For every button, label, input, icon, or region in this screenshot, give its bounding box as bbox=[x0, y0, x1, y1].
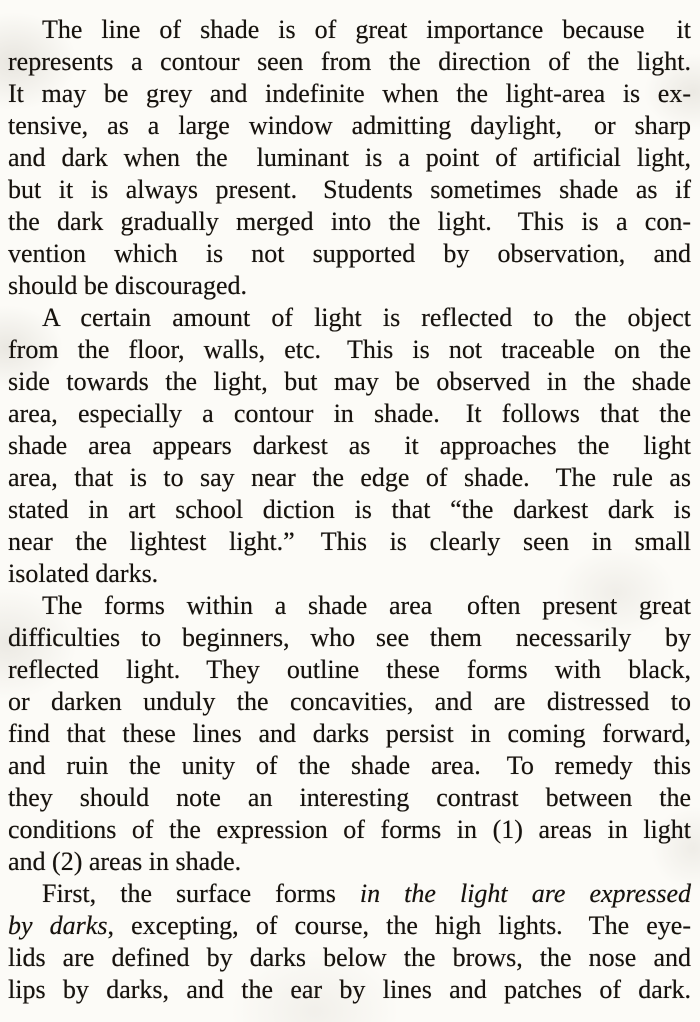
text-segment: from the floor, walls, etc. This is not traceable on the bbox=[8, 335, 691, 364]
paragraph bbox=[8, 302, 691, 590]
text-segment: A certain amount of light is reflected to the object bbox=[42, 303, 691, 332]
text-line bbox=[8, 654, 691, 686]
text-segment: lips by darks, and the ear by lines and patches of dark. bbox=[8, 975, 691, 1004]
text-line bbox=[8, 302, 691, 334]
text-segment: The line of shade is of great importance because it bbox=[42, 15, 691, 44]
text-line bbox=[8, 622, 691, 654]
text-line bbox=[8, 494, 691, 526]
text-line bbox=[8, 814, 691, 846]
text-segment: shade area appears darkest as it approaches the light bbox=[8, 431, 691, 460]
text-segment: near the lightest light.” This is clearly seen in small bbox=[8, 527, 691, 556]
text-line bbox=[8, 942, 691, 974]
text-line bbox=[8, 430, 691, 462]
text-line bbox=[8, 686, 691, 718]
text-line bbox=[8, 526, 691, 558]
text-line bbox=[8, 46, 691, 78]
text-segment: they should note an interesting contrast between the bbox=[8, 783, 691, 812]
text-segment: area, especially a contour in shade. It follows that the bbox=[8, 399, 691, 428]
text-segment: find that these lines and darks persist in coming forward, bbox=[8, 719, 691, 748]
paragraph bbox=[8, 878, 691, 1006]
text-segment: but it is always present. Students sometimes shade as if bbox=[8, 175, 691, 204]
text-segment: , excepting, of course, the high lights. The eye- bbox=[107, 911, 691, 940]
text-line bbox=[8, 78, 691, 110]
text-column bbox=[8, 14, 691, 1006]
text-line bbox=[8, 366, 691, 398]
text-segment: lids are defined by darks below the brows, the nose and bbox=[8, 943, 691, 972]
text-segment: or darken unduly the concavities, and are distressed to bbox=[8, 687, 691, 716]
text-line bbox=[8, 398, 691, 430]
text-segment: vention which is not supported by observation, and bbox=[8, 239, 691, 268]
text-segment: The forms within a shade area often present great bbox=[42, 591, 691, 620]
text-line bbox=[8, 782, 691, 814]
text-line bbox=[8, 590, 691, 622]
text-line bbox=[8, 110, 691, 142]
text-line bbox=[8, 974, 691, 1006]
text-segment: difficulties to beginners, who see them necessarily by bbox=[8, 623, 691, 652]
text-line bbox=[8, 878, 691, 910]
text-segment: should be discouraged. bbox=[8, 271, 248, 300]
italic-text-segment: by darks bbox=[8, 911, 108, 940]
text-line bbox=[8, 718, 691, 750]
text-segment: stated in art school diction is that “the darkest dark is bbox=[8, 495, 691, 524]
paragraph bbox=[8, 14, 691, 302]
text-line bbox=[8, 270, 691, 302]
text-line bbox=[8, 462, 691, 494]
text-segment: conditions of the expression of forms in (1) areas in light bbox=[8, 815, 691, 844]
text-segment: and dark when the luminant is a point of artificial light, bbox=[8, 143, 691, 172]
text-line bbox=[8, 174, 691, 206]
text-segment: First, the surface forms bbox=[42, 879, 360, 908]
text-segment: reflected light. They outline these forms with black, bbox=[8, 655, 691, 684]
text-line bbox=[8, 750, 691, 782]
text-line bbox=[8, 14, 691, 46]
text-segment: area, that is to say near the edge of shade. The rule as bbox=[8, 463, 691, 492]
text-segment: side towards the light, but may be observed in the shade bbox=[8, 367, 691, 396]
text-segment: represents a contour seen from the direction of the light. bbox=[8, 47, 691, 76]
text-segment: isolated darks. bbox=[8, 559, 159, 588]
text-line bbox=[8, 846, 691, 878]
text-segment: the dark gradually merged into the light. This is a con- bbox=[8, 207, 691, 236]
text-segment: tensive, as a large window admitting daylight, or sharp bbox=[8, 111, 691, 140]
text-segment: and (2) areas in shade. bbox=[8, 847, 242, 876]
italic-text-segment: in the light are expressed bbox=[359, 879, 691, 908]
text-line bbox=[8, 910, 691, 942]
text-line bbox=[8, 334, 691, 366]
text-segment: It may be grey and indefinite when the light-area is ex- bbox=[8, 79, 691, 108]
text-segment: and ruin the unity of the shade area. To remedy this bbox=[8, 751, 691, 780]
text-line bbox=[8, 558, 691, 590]
paragraph bbox=[8, 590, 691, 878]
text-line bbox=[8, 206, 691, 238]
text-line bbox=[8, 142, 691, 174]
text-line bbox=[8, 238, 691, 270]
